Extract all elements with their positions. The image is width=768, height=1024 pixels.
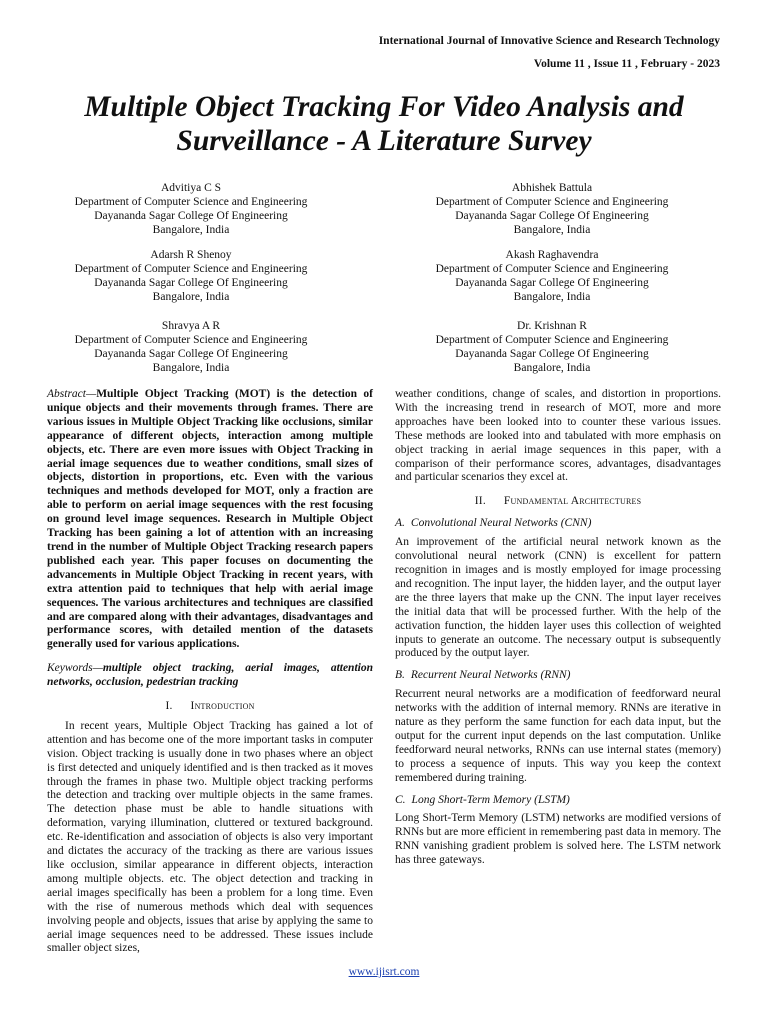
author-college: Dayananda Sagar College Of Engineering bbox=[94, 348, 288, 360]
author-name: Advitiya C S bbox=[160, 182, 222, 194]
author-department: Department of Computer Science and Engineering bbox=[74, 263, 308, 275]
subsection-title: Convolutional Neural Networks (CNN) bbox=[410, 517, 592, 530]
author-block bbox=[41, 248, 341, 304]
lstm-paragraph: Long Short-Term Memory (LSTM) networks are modified versions of RNNs but are more efficient in remembering past data in memory. The RNN vanishing gradient problem is solved here. The LSTM network has three gateways. bbox=[395, 812, 721, 867]
author-department: Department of Computer Science and Engineering bbox=[435, 263, 669, 275]
left-column bbox=[47, 388, 373, 956]
issue-info: Volume 11 , Issue 11 , February - 2023 bbox=[533, 58, 720, 70]
cnn-paragraph: An improvement of the artificial neural network known as the convolutional neural network (CNN) is excellent for pattern recognition in images and is mostly employed for image processing and recognition. The input layer, the hidden layer, and the output layer are the three layers that make up the CNN. The input layer receives the initial data that will be processed further. With the help of the activation function, the hidden layer uses this collection of weighted inputs to generate an outcome. The necessary output is subsequently produced by the output layer. bbox=[395, 536, 721, 660]
author-name: Shravya A R bbox=[161, 320, 221, 332]
journal-website-link[interactable]: www.ijisrt.com bbox=[348, 966, 420, 978]
author-college: Dayananda Sagar College Of Engineering bbox=[455, 210, 649, 222]
subsection-title: Long Short-Term Memory (LSTM) bbox=[411, 793, 570, 806]
author-department: Department of Computer Science and Engineering bbox=[74, 196, 308, 208]
paper-title-line-1: Multiple Object Tracking For Video Analysis and bbox=[84, 91, 684, 123]
keywords-text: multiple object tracking, aerial images, attention networks, occlusion, pedestrian tracking bbox=[47, 662, 373, 689]
subsection-heading-cnn bbox=[395, 517, 721, 531]
abstract bbox=[47, 388, 373, 652]
author-department: Department of Computer Science and Engineering bbox=[74, 334, 308, 346]
author-college: Dayananda Sagar College Of Engineering bbox=[94, 210, 288, 222]
section-heading-fundamentals bbox=[395, 495, 721, 509]
subsection-number: B. bbox=[395, 669, 405, 682]
author-city: Bangalore, India bbox=[513, 362, 591, 374]
author-block bbox=[41, 319, 341, 375]
keywords-lead: Keywords— bbox=[47, 662, 103, 675]
author-department: Department of Computer Science and Engineering bbox=[435, 196, 669, 208]
author-block bbox=[402, 248, 702, 304]
author-name: Abhishek Battula bbox=[511, 182, 593, 194]
journal-name: International Journal of Innovative Science and Research Technology bbox=[378, 35, 720, 47]
subsection-number: C. bbox=[395, 793, 406, 806]
section-title: Fundamental Architectures bbox=[503, 495, 642, 508]
author-department: Department of Computer Science and Engineering bbox=[435, 334, 669, 346]
subsection-heading-lstm bbox=[395, 794, 721, 808]
author-city: Bangalore, India bbox=[513, 291, 591, 303]
author-college: Dayananda Sagar College Of Engineering bbox=[455, 348, 649, 360]
section-title: Introduction bbox=[190, 700, 255, 713]
keywords bbox=[47, 662, 373, 690]
paper-title bbox=[40, 90, 728, 158]
rnn-paragraph: Recurrent neural networks are a modification of feedforward neural networks with the addition of internal memory. RNNs are iterative in nature as they perform the same function for each data input, but the output for the current input depends on the last computation. Unlike feedforward neural networks, RNNs can use internal states (memory) to process a sequence of inputs. This way you keep the context remembered during training. bbox=[395, 688, 721, 784]
introduction-paragraph-continued: weather conditions, change of scales, and distortion in proportions. With the increasing trend in research of MOT, more and more approaches have been looked into to counter these various issues. These methods are looked into and tabulated with more emphasis on object tracking in aerial image sequences in this paper, with a comparison of their performance scores, advantages, disadvantages and particular scenarios they excel at. bbox=[395, 388, 721, 484]
abstract-lead: Abstract— bbox=[47, 388, 97, 400]
subsection-title: Recurrent Neural Networks (RNN) bbox=[410, 669, 571, 682]
author-college: Dayananda Sagar College Of Engineering bbox=[455, 277, 649, 289]
section-number: II. bbox=[474, 495, 486, 508]
author-block bbox=[402, 319, 702, 375]
introduction-paragraph: In recent years, Multiple Object Tracking has gained a lot of attention and has become one of the more important tasks in computer vision. Object tracking is usually done in two phases where an object is first detected and uniquely identified and is then tracked as it moves through the frames in phase two. Multiple object tracking performs the detection and tracking over multiple objects in the same frames. The detection phase must be able to handle situations with deformation, varying illumination, cluttered or textured background. etc. Re-identification and association of objects is also very important and dictates the accuracy of the tracking as there are various issues like occlusion, similar appearance in different objects, interaction among multiple objects. etc. The object detection and tracking in aerial images specifically has been a problem for a long time. Even with the rise of numerous methods which deal with sequences involving people and objects, issues that arise by applying the same to aerial image sequences need to be addressed. These issues include smaller object sizes, bbox=[47, 719, 373, 955]
author-city: Bangalore, India bbox=[152, 362, 230, 374]
section-number: I. bbox=[165, 700, 173, 713]
author-city: Bangalore, India bbox=[152, 224, 230, 236]
author-block bbox=[402, 181, 702, 237]
author-name: Dr. Krishnan R bbox=[517, 320, 587, 332]
right-column bbox=[395, 388, 721, 868]
author-city: Bangalore, India bbox=[152, 291, 230, 303]
author-city: Bangalore, India bbox=[513, 224, 591, 236]
author-name: Akash Raghavendra bbox=[505, 249, 599, 261]
subsection-number: A. bbox=[395, 517, 405, 530]
author-block bbox=[41, 181, 341, 237]
section-heading-introduction bbox=[47, 700, 373, 714]
author-name: Adarsh R Shenoy bbox=[150, 249, 232, 261]
author-college: Dayananda Sagar College Of Engineering bbox=[94, 277, 288, 289]
subsection-heading-rnn bbox=[395, 669, 721, 683]
paper-title-line-2: Surveillance - A Literature Survey bbox=[176, 125, 592, 157]
abstract-text: Multiple Object Tracking (MOT) is the detection of unique objects and their movements through frames. There are various issues in Multiple Object Tracking like occlusions, similar appearance of different objects, interaction among multiple objects, etc. There are even more issues with Object Tracking in aerial image sequences due to weather conditions, small sizes of objects, distortion in proportions, etc. Even with the various techniques and methods developed for MOT, only a fraction are able to perform on aerial image sequences with the rest focusing on ground level image sequences. Research in Multiple Object Tracking has been gaining a lot of attention with an increasing trend in the number of Multiple Object Tracking research papers published each year. This paper focuses on documenting the advancements in Multiple Object Tracking in recent years, with extra attention paid to techniques that help with aerial image sequences. The various architectures and techniques are classified and are compared along with their advantages, disadvantages and performance scores, with detailed mention of the datasets generally used for various applications. bbox=[47, 388, 373, 651]
